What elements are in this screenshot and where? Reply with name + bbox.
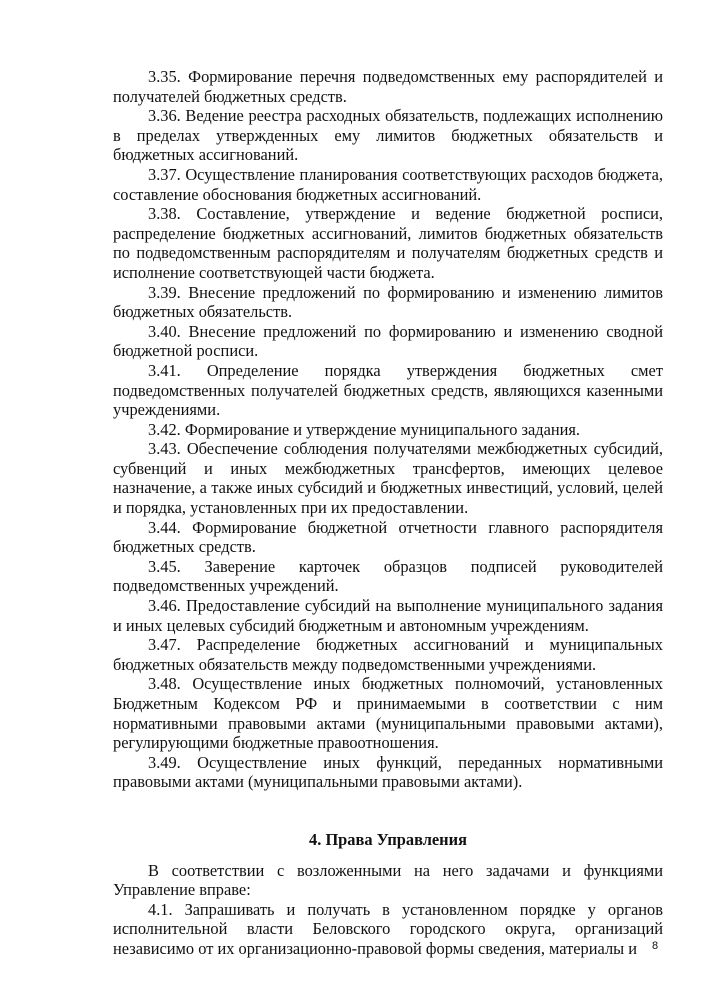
paragraph-3-36: 3.36. Ведение реестра расходных обязательств, подлежащих исполнению в пределах утвержденных ему лимитов бюджетных обязательств и бюджетных ассигнований.	[113, 106, 663, 165]
document-page	[113, 67, 663, 959]
paragraph-3-45: 3.45. Заверение карточек образцов подписей руководителей подведомственных учреждений.	[113, 556, 663, 596]
section-heading: 4. Права Управления	[309, 829, 467, 849]
page-number: 8	[652, 940, 659, 952]
paragraph-3-43: 3.43. Обеспечение соблюдения получателями межбюджетных субсидий, субвенций и иных межбюджетных трансфертов, имеющих целевое назначение, а также иных субсидий и бюджетных инвестиций, условий, целей и порядка, установленных при их предоставлении.	[113, 439, 663, 518]
paragraph-3-42: 3.42. Формирование и утверждение муниципального задания.	[148, 419, 581, 439]
paragraph-3-39: 3.39. Внесение предложений по формированию и изменению лимитов бюджетных обязательств.	[113, 282, 663, 322]
section-spacer	[113, 792, 663, 830]
paragraph-3-46: 3.46. Предоставление субсидий на выполнение муниципального задания и иных целевых субсидий бюджетным и автономным учреждениям.	[113, 596, 663, 635]
paragraph-4-1: 4.1. Запрашивать и получать в установленном порядке у органов исполнительной власти Беловского городского округа, организаций независимо от их организационно-правовой формы сведения, материалы и	[113, 899, 663, 958]
paragraph-3-37: 3.37. Осуществление планирования соответствующих расходов бюджета, составление обоснования бюджетных ассигнований.	[113, 164, 663, 204]
paragraph-3-38: 3.38. Составление, утверждение и ведение бюджетной росписи, распределение бюджетных ассигнований, лимитов бюджетных обязательств по подведомственным распорядителям и получателям бюджетных средств и исполнение соответствующей части бюджета.	[113, 204, 663, 282]
paragraph-3-44: 3.44. Формирование бюджетной отчетности главного распорядителя бюджетных средств.	[113, 517, 663, 557]
paragraph-3-40: 3.40. Внесение предложений по формированию и изменению сводной бюджетной росписи.	[113, 321, 663, 361]
paragraph-3-41: 3.41. Определение порядка утверждения бюджетных смет подведомственных получателей бюджетных средств, являющихся казенными учреждениями.	[113, 360, 663, 420]
paragraph-3-48: 3.48. Осуществление иных бюджетных полномочий, установленных Бюджетным Кодексом РФ и принимаемыми в соответствии с ним нормативными правовыми актами (муниципальными правовыми актами), регулирующими бюджетные правоотношения.	[113, 674, 663, 753]
paragraph-3-47: 3.47. Распределение бюджетных ассигнований и муниципальных бюджетных обязательств между подведомственными учреждениями.	[113, 635, 663, 674]
paragraph-3-49: 3.49. Осуществление иных функций, переданных нормативными правовыми актами (муниципальными правовыми актами).	[113, 752, 663, 792]
section-intro: В соответствии с возложенными на него задачами и функциями Управление вправе:	[113, 860, 663, 900]
paragraph-3-35: 3.35. Формирование перечня подведомственных ему распорядителей и получателей бюджетных средств.	[113, 67, 663, 106]
